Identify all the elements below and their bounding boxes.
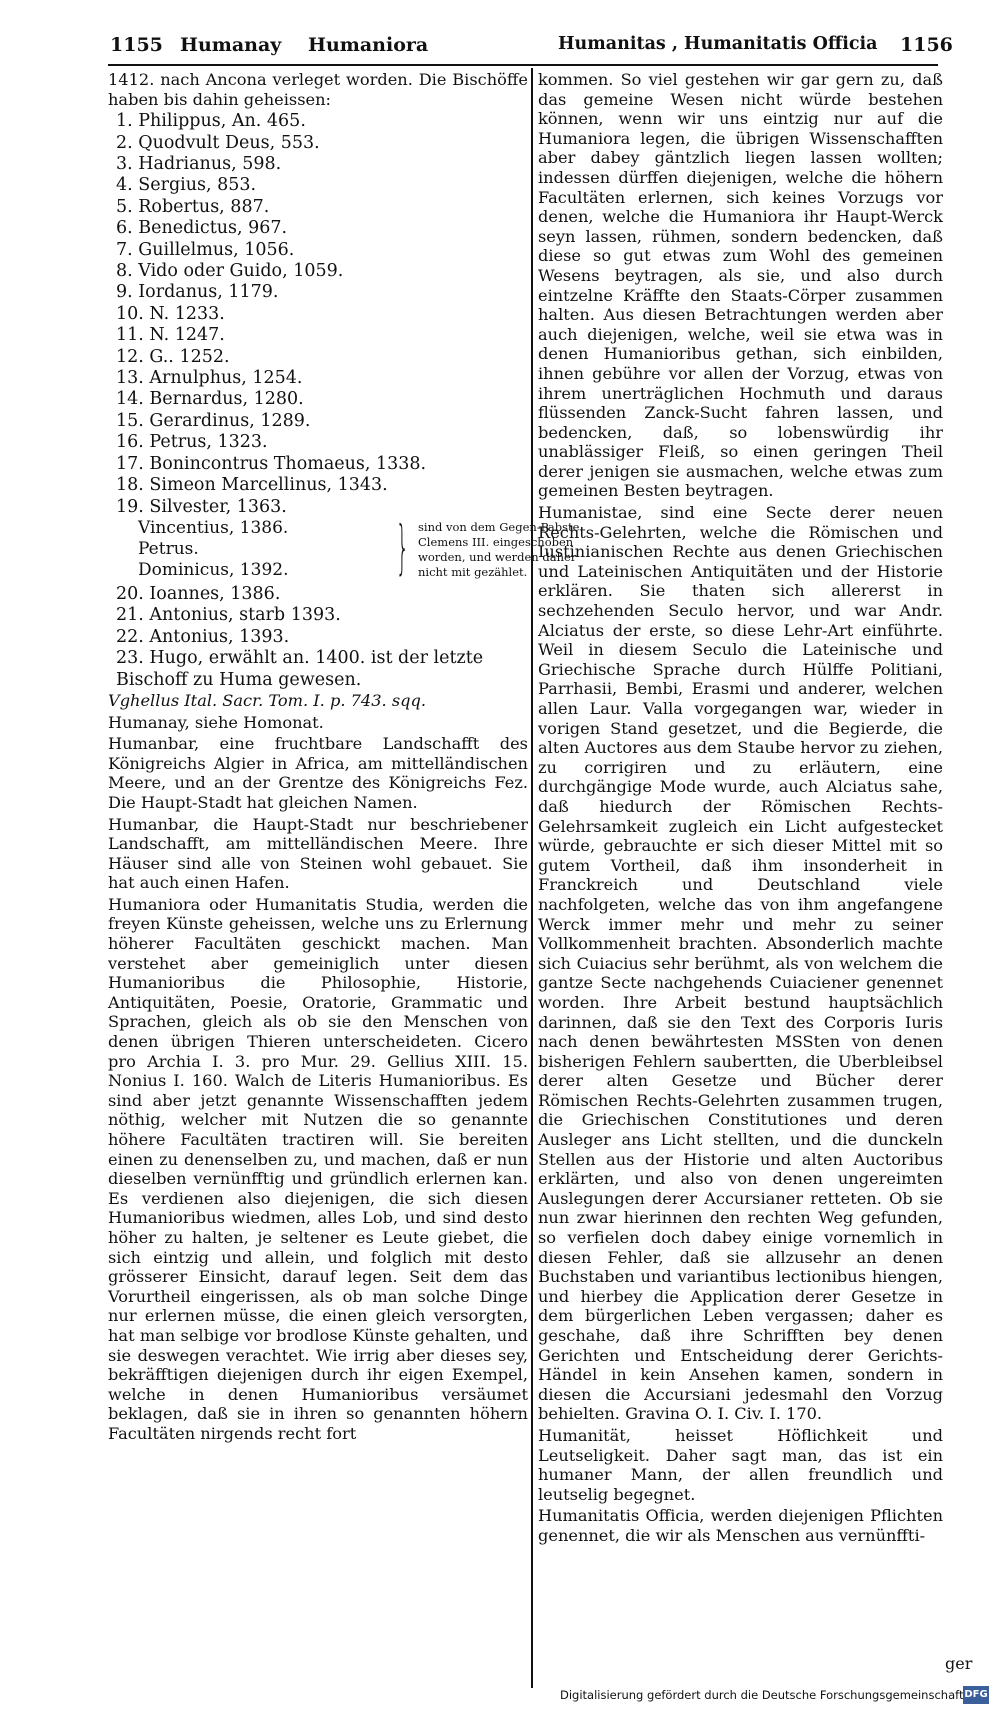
list-item: 9. Iordanus, 1179. [116,282,279,303]
list-item: 7. Guillelmus, 1056. [116,239,295,260]
entry-humanbar-region: Humanbar, eine fruchtbare Landschafft des Königreichs Algier in Africa, am mittelländischen Meere, und an der Grentze des Königreichs Fez. Die Haupt-Stadt hat gleichen Namen. [108,734,528,812]
list-item: 14. Bernardus, 1280. [116,389,304,410]
brace-name: Petrus. [138,538,199,559]
right-catchword: Humanitas , Humanitatis Officia [558,34,878,54]
list-item: 21. Antonius, starb 1393. [116,605,341,626]
list-item: 23. Hugo, erwählt an. 1400. ist der letzte Bischoff zu Huma gewesen. [116,648,484,690]
list-item: 3. Hadrianus, 598. [116,154,282,174]
list-item: 20. Ioannes, 1386. [116,583,281,604]
list-item: 4. Sergius, 853. [116,175,257,196]
brace-name: Dominicus, 1392. [138,559,289,580]
list-item: 17. Bonincontrus Thomaeus, 1338. [116,453,427,474]
entry-humaniora: Humaniora oder Humanitatis Studia, werden die freyen Künste geheissen, welche uns zu Erlernung höherer Facultäten geschickt machen. Man verstehet aber gemeiniglich unter diesen Humanioribus die Philosophie, Historie, Antiquitäten, Poesie, Oratorie, Grammatic und Sprachen, gleich als ob sie den Menschen von denen übrigen Thieren unterscheideten. Cicero pro Archia I. 3. pro Mur. 29. Gellius XIII. 15. Nonius I. 160. Walch de Literis Humanioribus. Es sind aber jetzt genannte Wissenschafften jedem nöthig, welcher mit Nutzen die so genannte höhere Facultäten tractiren will. Sie bereiten einen zu denenselben zu, und machen, daß er nun dieselben vernünfftig und gründlich erlernen kan. Es verdienen also diejenigen, die sich diesen Humanioribus wiedmen, alles Lob, und sind desto höher zu halten, je seltener es Leute giebet, die sich eintzig und allein, und folglich mit desto grösserer Einsicht, darauf legen. Seit dem das Vorurtheil eingerissen, als ob man solche Dinge nur erlernen müsse, die einen gleich versorgten, hat man selbige vor brodlose Künste gehalten, und sie deswegen verachtet. Wie irrig aber dieses sey, bekräfftigen diejenigen durch ihr eigen Exempel, welche in denen Humanioribus versäumet beklagen, daß sie in ihren so genannten höhern Facultäten nirgends recht fort [108,894,528,1443]
list-item: 8. Vido oder Guido, 1059. [116,261,344,282]
catchword: ger [945,1654,973,1673]
bishop-list-continued [108,584,528,691]
humaniora-continuation: kommen. So viel gestehen wir gar gern zu, daß das gemeine Wesen nicht würde bestehen können, wenn wir uns eintzig nur auf die Humaniora legen, die übrigen Wissenschafften aber dabey gäntzlich liegen lassen wollten; indessen dürffen diejenigen, welche die höhern Facultäten erlernen, sich keines Vorzugs vor denen, welche die Humaniora ihr Haupt-Werck seyn lassen, rühmen, sondern bedencken, daß diese so gut etwas zum Wohl des gemeinen Wesens beytragen, als sie, und also durch eintzelne Kräffte den Staats-Cörper zusammen halten. Aus diesen Betrachtungen werden aber auch diejenigen, welche, weil sie etwa was in denen Humanioribus gethan, sich einbilden, ihnen gebühre vor allen der Vorzug, etwas von ihrem unerträglichen Hochmuth und daraus flüssenden Zanck-Sucht fahren lassen, und bedencken, daß, so lobenswürdig ihr unablässiger Fleiß, so einen geringen Theil derer jenigen sie ausmachen, welche etwas zum gemeinen Besten beytragen. [538,70,943,501]
list-item: 10. N. 1233. [116,303,225,324]
bishops-intro: 1412. nach Ancona verleget worden. Die Bischöffe haben bis dahin geheissen: [108,70,528,109]
right-page-number: 1156 [900,34,953,56]
left-catchword-2: Humaniora [308,34,429,56]
antipope-brace-group [108,512,580,584]
dfg-logo-icon: DFG [963,1686,989,1704]
list-item: 13. Arnulphus, 1254. [116,368,303,389]
list-item: 6. Benedictus, 967. [116,218,288,239]
list-item: 15. Gerardinus, 1289. [116,410,311,431]
entry-humanay: Humanay, siehe Homonat. [108,712,324,732]
entry-humanitaet: Humanität, heisset Höflichkeit und Leutseligkeit. Daher sagt man, das ist ein humaner Mann, der allen freundlich und leutselig begegnet. [538,1425,943,1504]
list-item: 16. Petrus, 1323. [116,432,268,453]
right-column [538,70,943,1548]
list-item: 18. Simeon Marcellinus, 1343. [116,475,388,496]
left-catchword-1: Humanay [180,34,282,56]
header-rule [108,64,938,66]
brace-name: Vincentius, 1386. [138,517,289,538]
list-item: 1. Philippus, An. 465. [116,111,306,132]
list-item: 2. Quodvult Deus, 553. [116,132,320,153]
running-header [110,34,953,64]
left-column [108,70,580,1446]
entry-humanistae: Humanistae, sind eine Secte derer neuen Rechts-Gelehrten, welche die Römischen und Iustinianischen Rechte aus denen Griechischen und Lateinischen Antiquitäten und der Historie erklären. Sie thaten sich allererst in sechzehenden Seculo hervor, und war Andr. Alciatus der erste, so diese Lehr-Art einführte. Weil in diesem Seculo die Lateinische und Griechische Sprache durch Hülffe Politiani, Parrhasii, Bembi, Erasmi und anderer, welchen allen Laur. Valla vorgegangen war, wieder in vorigen Stand gesetzet, und die Begierde, die alten Auctores aus dem Staube hervor zu ziehen, zu corrigiren und zu erläutern, eine durchgängige Mode wurde, auch Alciatus sahe, daß hiedurch der Römischen Rechts-Gelehrsamkeit zugleich ein Licht aufgestecket würde, gebrauchte er sich dieser Mittel mit so gutem Vortheil, daß ihm insonderheit in Franckreich und Deutschland viele nachfolgeten, welche das von ihm angefangene Werck immer mehr und mehr zu seiner Vollkommenheit brachten. Absonderlich machte sich Cuiacius sehr berühmt, als von welchem die gantze Secte nachgehends Cuiaciener genennet worden. Ihre Arbeit bestund hauptsächlich darinnen, daß sie den Text des Corporis Iuris nach denen bewährtesten MSSten von denen bisherigen Fehlern saubertten, die Uberbleibsel derer alten Gesetze und Bücher derer Römischen Rechts-Gelehrten zusammen trugen, die Griechischen Constitutiones und deren Ausleger ans Licht stellten, und die dunckeln Stellen aus der Historie und alten Auctoribus erklärten, und also von denen ungereimten Auslegungen derer Accursianer retteten. Ob sie nun zwar hierinnen den rechten Weg gefunden, so verfielen doch dabey einige vornemlich in diesen Fehler, daß sie allzusehr an denen Buchstaben und variantibus lectionibus hiengen, und hierbey die Application derer Gesetze in dem bürgerlichen Leben vergassen; daher es geschahe, daß ihre Schrifften bey denen Gerichten und Entscheidung derer Gerichts-Händel in kein Ansehen kamen, sondern in diesen die Accursiani jedesmahl den Vorzug behielten. Gravina O. I. Civ. I. 170. [538,503,943,1424]
bishop-list [108,111,528,518]
citation: Vghellus Ital. Sacr. Tom. I. p. 743. sqq. [108,690,426,710]
brace-note: sind von dem Gegen-Pabste Clemens III. eingeschoben worden, und werden daher nicht mit gezählet. [418,519,580,579]
list-item: 5. Robertus, 887. [116,196,270,217]
list-item: 11. N. 1247. [116,325,225,346]
list-item: 22. Antonius, 1393. [116,626,290,647]
list-item: 12. G.. 1252. [116,346,230,367]
brace-icon: } [396,512,409,581]
left-page-number: 1155 [110,34,163,56]
entry-humanbar-city: Humanbar, die Haupt-Stadt nur beschriebener Landschafft, am mittelländischen Meere. Ihre Häuser sind alle von Steinen wohl gebauet. Sie hat auch einen Hafen. [108,814,528,893]
entry-humanitatis-officia: Humanitatis Officia, werden diejenigen Pflichten genennet, die wir als Menschen aus vernünffti- [538,1506,943,1545]
list-item: 19. Silvester, 1363. [116,496,287,517]
digitization-footer [560,1686,990,1708]
column-divider [531,68,533,1688]
footer-text: Digitalisierung gefördert durch die Deutsche Forschungsgemeinschaft [560,1688,964,1702]
